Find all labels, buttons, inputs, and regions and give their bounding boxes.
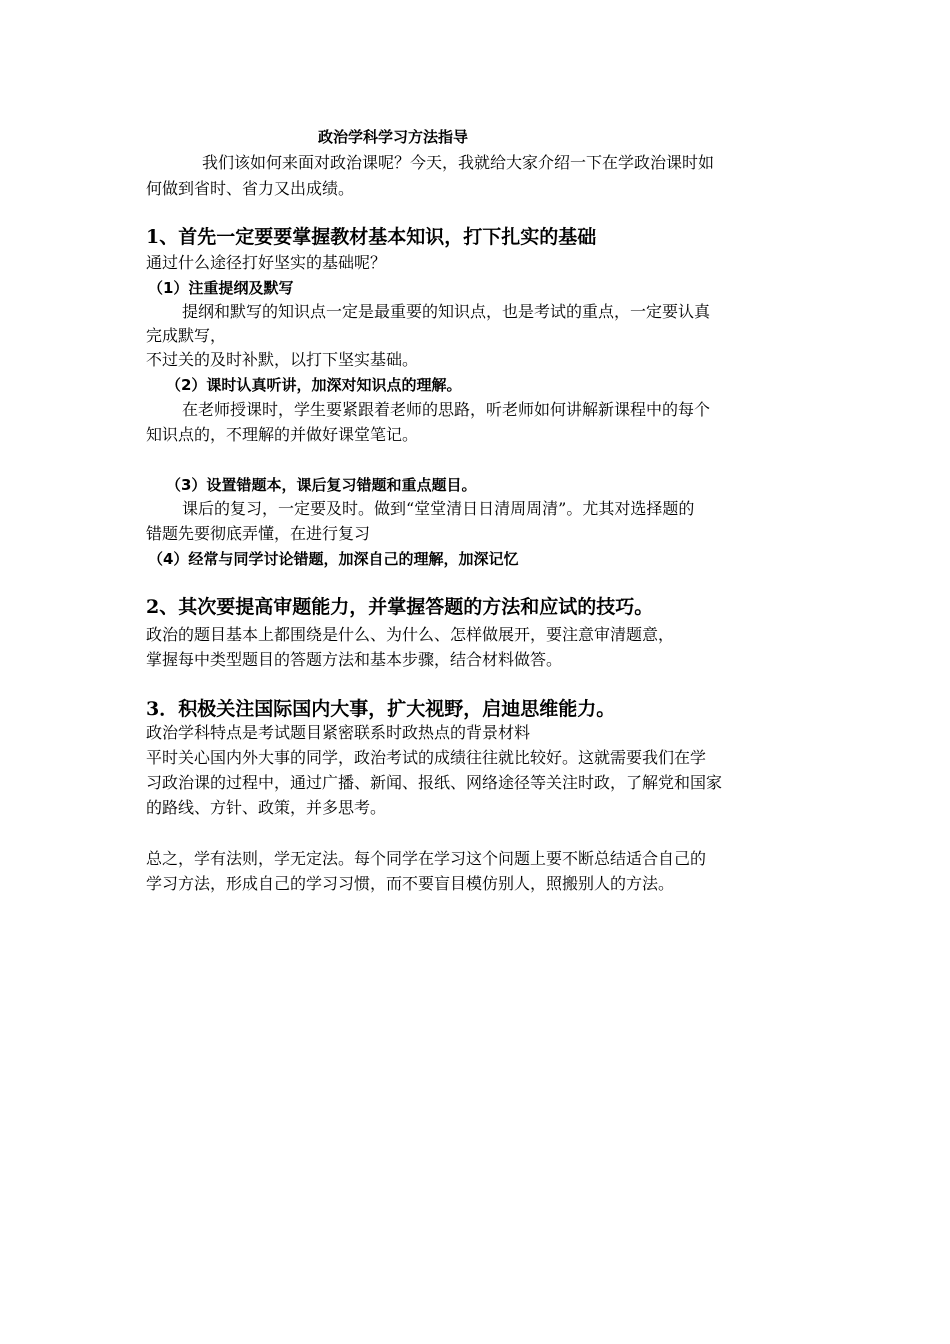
section-3-line-3: 习政治课的过程中，通过广播、新闻、报纸、网络途径等关注时政，了解党和国家 [146,773,723,792]
item-2-line-1: 在老师授课时，学生要紧跟着老师的思路，听老师如何讲解新课程中的每个 [182,400,711,419]
section-2-line-2: 掌握每中类型题目的答题方法和基本步骤，结合材料做答。 [146,650,563,669]
item-3-line-2: 错题先要彻底弄懂，在进行复习 [146,524,371,543]
intro-line-2: 何做到省时、省力又出成绩。 [146,179,355,198]
item-3-title: （3）设置错题本，课后复习错题和重点题目。 [166,476,477,494]
item-2-line-2: 知识点的，不理解的并做好课堂笔记。 [146,425,419,444]
item-1-line-3: 不过关的及时补默，以打下坚实基础。 [146,350,419,369]
item-3-line-1: 课后的复习，一定要及时。做到“堂堂清日日清周周清”。尤其对选择题的 [182,499,695,518]
item-1-line-2: 完成默写， [146,326,227,345]
item-1-line-1: 提纲和默写的知识点一定是最重要的知识点，也是考试的重点，一定要认真 [182,302,711,321]
item-4-title: （4）经常与同学讨论错题，加深自己的理解，加深记忆 [148,550,519,568]
section-3-heading: 3．积极关注国际国内大事，扩大视野，启迪思维能力。 [146,698,616,720]
conclusion-line-2: 学习方法，形成自己的学习习惯，而不要盲目模仿别人，照搬别人的方法。 [146,874,675,893]
item-1-title: （1）注重提纲及默写 [148,279,294,297]
section-3-line-1: 政治学科特点是考试题目紧密联系时政热点的背景材料 [146,723,531,742]
conclusion-line-1: 总之，学有法则，学无定法。每个同学在学习这个问题上要不断总结适合自己的 [146,849,707,868]
section-1-heading: 1、首先一定要要掌握教材基本知识，打下扎实的基础 [146,226,597,248]
section-1-lead: 通过什么途径打好坚实的基础呢？ [146,253,387,272]
section-2-heading: 2、其次要提高审题能力，并掌握答题的方法和应试的技巧。 [146,596,654,618]
section-3-line-2: 平时关心国内外大事的同学，政治考试的成绩往往就比较好。这就需要我们在学 [146,748,707,767]
intro-line-1: 我们该如何来面对政治课呢？今天，我就给大家介绍一下在学政治课时如 [202,153,715,172]
section-3-line-4: 的路线、方针、政策，并多思考。 [146,798,387,817]
page-title: 政治学科学习方法指导 [318,128,469,146]
section-2-line-1: 政治的题目基本上都围绕是什么、为什么、怎样做展开，要注意审清题意， [146,625,675,644]
item-2-title: （2）课时认真听讲，加深对知识点的理解。 [166,376,462,394]
